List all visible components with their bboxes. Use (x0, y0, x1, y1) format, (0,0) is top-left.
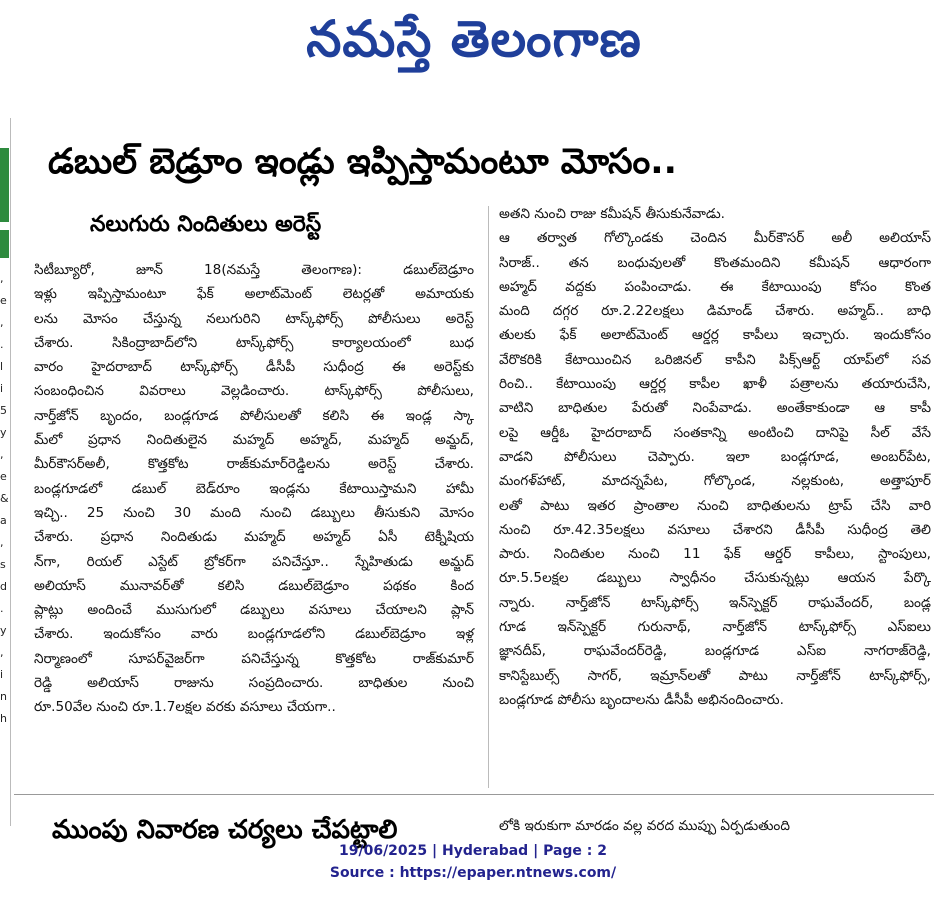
article-text-line: గూడ ఇన్‌స్పెక్టర్ గురునాథ్, నార్త్‌జోన్ టాస్క్‌ఫోర్స్ ఎస్‌ఐలు (499, 619, 931, 636)
margin-fragment: 5 (0, 404, 7, 417)
masthead (0, 0, 946, 119)
article-text-line: లపై ఆర్డీఓ హైదరాబాద్ సంతకాన్ని అంటించి దానిపై సీల్ వేసే (499, 424, 931, 441)
margin-fragment: , (0, 272, 4, 285)
article-text-line: కానిస్టేబుల్స్ సాగర్, ఇమ్రాన్‌లతో పాటు నార్త్‌జోన్ టాస్క్‌ఫోర్స్, (499, 667, 931, 684)
left-margin-fragments (0, 268, 10, 730)
next-article-text: లోకి ఇరుకుగా మారడం వల్ల వరద ముప్పు ఏర్పడుతుంది (499, 818, 790, 834)
article-left-column (34, 258, 474, 720)
margin-fragment: n (0, 690, 7, 703)
article-text-line: వేరొకరికి కేటాయించిన ఒరిజినల్ కాపీని పిక్స్‌ఆర్ట్ యాప్‌లో సవ (499, 351, 931, 368)
article-right-column (499, 202, 931, 712)
margin-fragment: y (0, 426, 7, 439)
article-text-line: చేశారు. ప్రధాన నిందితుడు మహ్మద్ అహ్మద్ ఏసీ టెక్నీషియ (34, 529, 474, 546)
article-text-line: లతో పాటు ఇతర ప్రాంతాల నుంచి బాధితులను ట్రాప్ చేసి వారి (499, 497, 931, 514)
article-text-line: పారు. నిందితుల నుంచి 11 ఫేక్ ఆర్డర్ కాపీలు, స్టాంపులు, (499, 546, 931, 563)
article-text-line: ఇళ్లు ఇప్పిస్తామంటూ ఫేక్ అలాట్‌మెంట్ లెటర్లతో అమాయకు (34, 286, 474, 303)
article-text-line: బండ్లగూడ పోలీసు బృందాలను డీసీపీ అభినందించారు. (499, 691, 784, 708)
margin-fragment: d (0, 580, 7, 593)
margin-fragment: i (0, 382, 4, 395)
footer-source-line: Source : https://epaper.ntnews.com/ (329, 865, 617, 881)
margin-fragment: , (0, 536, 4, 549)
article-text-line: ప్లాట్లు అందించే ముసుగులో డబ్బులు వసూలు చేయాలని ప్లాన్ (34, 602, 474, 619)
left-margin-strip (0, 118, 11, 826)
margin-fragment: s (0, 558, 6, 571)
margin-fragment: h (0, 712, 7, 725)
article-text-line: చేశారు. ఇందుకోసం వారు బండ్లగూడలోని డబుల్‌బెడ్రూం ఇళ్ల (34, 626, 474, 643)
article-text-line: అలియాస్ మునావర్‌తో కలిసి డబుల్‌బెడ్రూం పథకం కింద (34, 577, 474, 594)
article-text-line: జ్ఞానదీప్, రాఘవేందర్‌రెడ్డి, బండ్లగూడ ఎస్ఐ నాగరాజ్‌రెడ్డి, (499, 643, 931, 660)
margin-fragment: e (0, 470, 7, 483)
margin-fragment: y (0, 624, 7, 637)
article-text-line: మీర్‌కౌసర్‌అలీ, కొత్తకోట రాజ్‌కుమార్‌రెడ్డిలను అరెస్ట్ చేశారు. (34, 456, 474, 473)
article-text-line: నిర్మాణంలో సూపర్‌వైజర్‌గా పనిచేస్తున్న కొత్తకోట రాజ్‌కుమార్ (34, 650, 474, 667)
margin-fragment: e (0, 294, 7, 307)
article-text-line: బండ్లగూడలో డబుల్ బెడ్‌రూం ఇండ్లను కేటాయిస్తామని హామీ (34, 480, 474, 497)
article-text-line: ఆ తర్వాత గోల్కొండకు చెందిన మీర్‌కౌసర్ అలీ అలియాస్ (499, 230, 931, 247)
article-text-line: రూ.50వేల నుంచి రూ.1.7లక్షల వరకు వసూలు చేయగా.. (34, 699, 336, 716)
footer-date-line: 19/06/2025 | Hyderabad | Page : 2 (338, 843, 608, 859)
article-text-line: వాడని పోలీసులు చెప్పారు. ఇలా బండ్లగూడ, అంబర్‌పేట, (499, 448, 931, 465)
article-text-line: నుంచి రూ.42.35లక్షలు వసూలు చేశారని డీసీపీ సుధీంద్ర తెలి (499, 521, 931, 538)
green-ad-block-small (0, 230, 9, 258)
article-text-line: న్నారు. నార్త్‌జోన్ టాస్క్‌ఫోర్స్ ఇన్‌స్పెక్టర్ రాఘవేందర్, బండ్ల (499, 594, 931, 611)
margin-fragment: l (0, 360, 4, 373)
article-headline: డబుల్ బెడ్రూం ఇండ్లు ఇప్పిస్తామంటూ మోసం.. (48, 142, 677, 182)
column-divider (488, 206, 489, 788)
article-text-line: మ్‌లో ప్రధాన నిందితులైన మహ్మద్ అహ్మద్, మహ్మద్ అమ్జద్, (34, 432, 474, 449)
margin-fragment: i (0, 668, 4, 681)
margin-fragment: . (0, 338, 4, 351)
article-text-line: వారం హైదరాబాద్ టాస్క్‌ఫోర్స్ డీసీపీ సుధీంద్ర ఈ అరెస్ట్‌కు (34, 359, 474, 376)
article-text-line: మంగళ్‌హాట్, మాదన్నపేట, గోల్కొండ, నల్లకుంట, అత్తాపూర్ (499, 473, 931, 490)
article-text-line: లను మోసం చేస్తున్న నలుగురిని టాస్క్‌ఫోర్స్ పోలీసులు అరెస్ట్ (34, 310, 474, 327)
article-text-line: న్‌గా, రియల్ ఎస్టేట్ బ్రోకర్‌గా పనిచేస్తూ.. స్నేహితుడు అమ్జద్ (34, 553, 474, 570)
article-bottom-rule (14, 794, 934, 795)
article-text-line: రెడ్డి అలియాస్ రాజును సంప్రదించారు. బాధితుల నుంచి (34, 675, 474, 692)
margin-fragment: & (0, 492, 9, 505)
article-text-line: సిటీబ్యూరో, జూన్ 18(నమస్తే తెలంగాణ): డబుల్‌బెడ్రూం (34, 262, 474, 278)
margin-fragment: a (0, 514, 7, 527)
newspaper-clipping (0, 118, 946, 845)
margin-fragment: , (0, 448, 4, 461)
article-text-line: మంది దగ్గర రూ.2.22లక్షలు డిమాండ్ చేశారు. అహ్మద్.. బాధి (499, 303, 931, 320)
article-text-line: అతని నుంచి రాజు కమీషన్ తీసుకునేవాడు. (499, 206, 725, 222)
masthead-title: నమస్తే తెలంగాణ (306, 10, 642, 68)
article-text-line: అహ్మద్ వద్దకు పంపించాడు. ఈ కేటాయింపు కోసం కొంత (499, 278, 931, 295)
margin-fragment: , (0, 316, 4, 329)
article-text-line: రూ.5.5లక్షల డబ్బులు స్వాధీనం చేసుకున్నట్లు ఆయన పేర్కొ (499, 570, 931, 587)
green-ad-block (0, 148, 9, 222)
margin-fragment: . (0, 602, 4, 615)
article-text-line: తులకు ఫేక్ అలాట్‌మెంట్ ఆర్డర్ల కాపీలు ఇచ్చారు. ఇందుకోసం (499, 327, 931, 344)
article-subheadline: నలుగురు నిందితులు అరెస్ట్ (90, 212, 322, 237)
article-text-line: వాటిని బాధితుల పేరుతో నింపేవాడు. అంతేకాకుండా ఆ కాపీ (499, 400, 931, 417)
next-article-headline: ముంపు నివారణ చర్యలు చేపట్టాలి (52, 815, 398, 845)
article-text-line: నార్త్‌జోన్ బృందం, బండ్లగూడ పోలీసులతో కలిసి ఈ ఇండ్ల స్కా (34, 407, 474, 424)
article-text-line: రించి.. కేటాయింపు ఆర్డర్ల కాపీల ఖాళీ పత్రాలను తయారుచేసి, (499, 376, 931, 393)
article-text-line: చేశారు. సికింద్రాబాద్‌లోని టాస్క్‌ఫోర్స్ కార్యాలయంలో బుధ (34, 334, 474, 351)
article-text-line: సిరాజ్.. తన బంధువులతో కొంతమందిని కమీషన్ ఆధారంగా (499, 254, 931, 271)
article-text-line: ఇచ్చి.. 25 నుంచి 30 మంది నుంచి డబ్బులు తీసుకుని మోసం (34, 504, 474, 521)
article-text-line: సంబంధించిన వివరాలు వెల్లడించారు. టాస్క్‌ఫోర్స్ పోలీసులు, (34, 383, 474, 400)
page-footer (0, 840, 946, 884)
margin-fragment: , (0, 646, 4, 659)
